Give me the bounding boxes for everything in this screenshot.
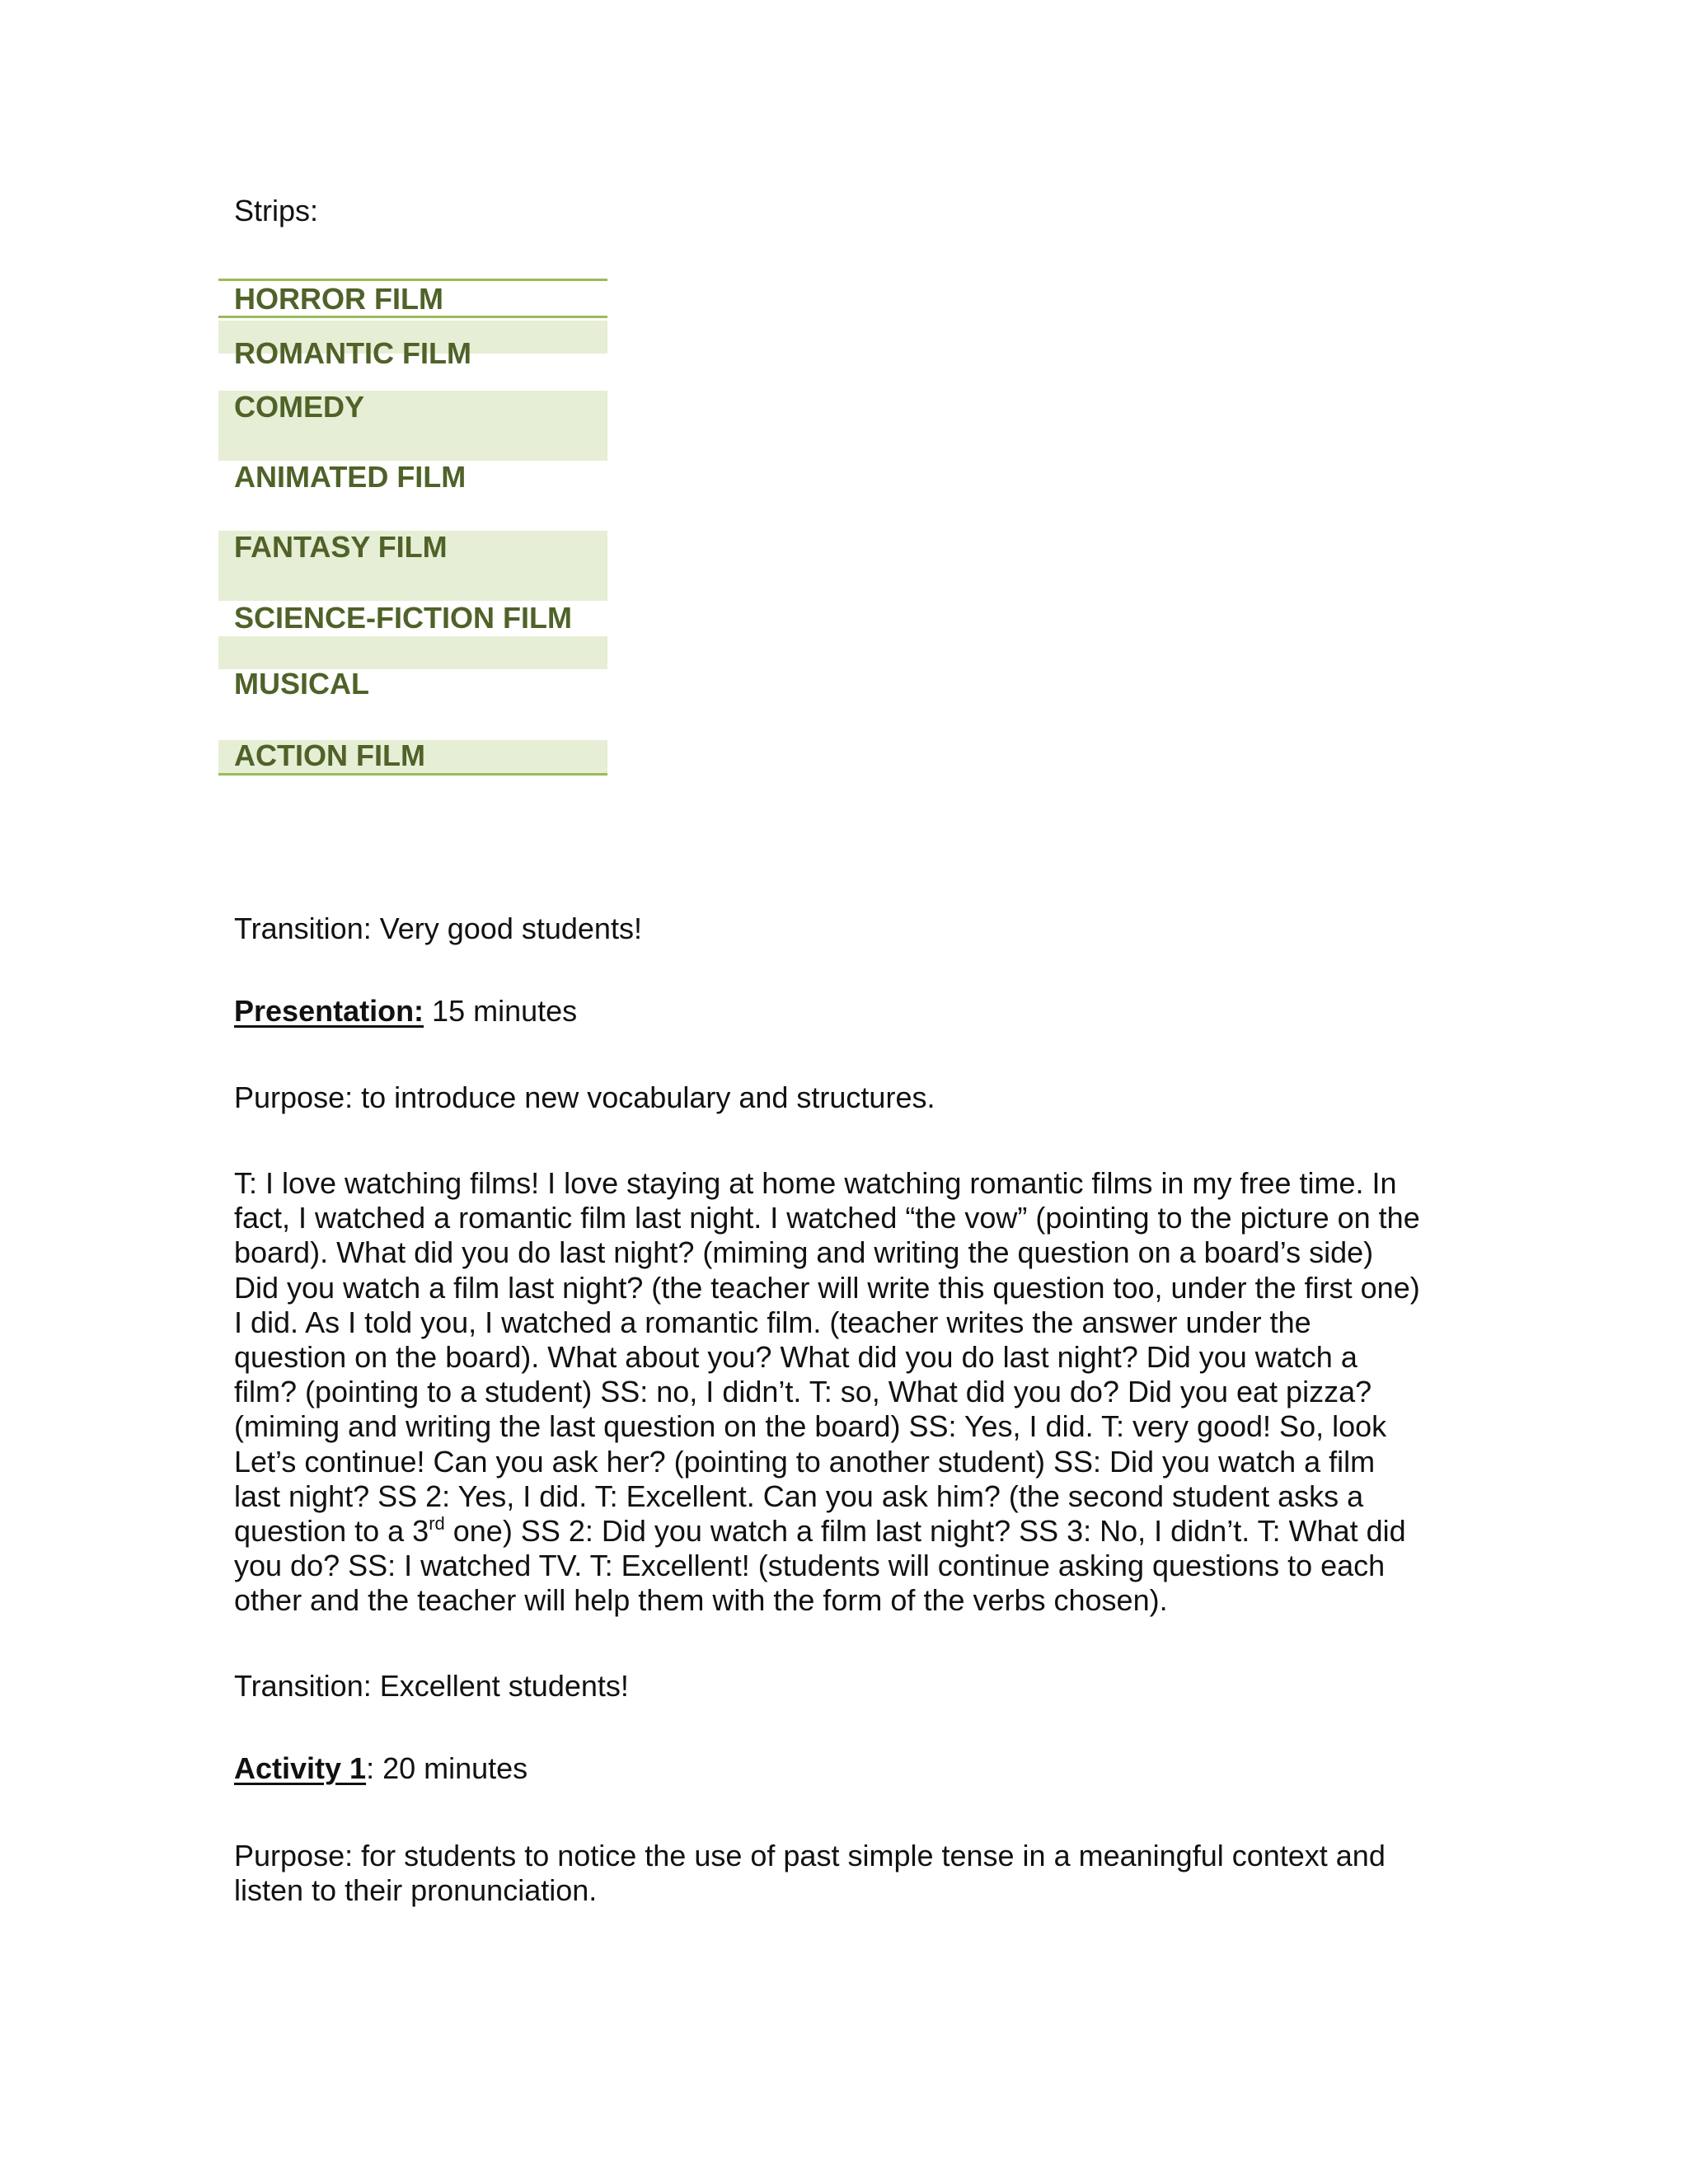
dialogue-paragraph bbox=[234, 1166, 1470, 1619]
activity1-purpose bbox=[234, 1839, 1470, 1908]
dialogue-line: board). What did you do last night? (miming and writing the question on a board’s side) bbox=[234, 1235, 1374, 1270]
strip-row bbox=[218, 336, 607, 391]
dialogue-line: other and the teacher will help them with the form of the verbs chosen). bbox=[234, 1583, 1168, 1618]
dialogue-line: I did. As I told you, I watched a romantic film. (teacher writes the answer under the bbox=[234, 1305, 1311, 1339]
transition-1: Transition: Very good students! bbox=[234, 912, 642, 945]
dialogue-line: film? (pointing to a student) SS: no, I didn’t. T: so, What did you do? Did you eat pizza? bbox=[234, 1375, 1372, 1409]
dialogue-line: (miming and writing the last question on the board) SS: Yes, I did. T: very good! So, look bbox=[234, 1409, 1387, 1444]
dialogue-line: question on the board). What about you? What did you do last night? Did you watch a bbox=[234, 1340, 1357, 1375]
strip-animated: ANIMATED FILM bbox=[234, 460, 467, 494]
dialogue-line: T: I love watching films! I love staying at home watching romantic films in my free time. In bbox=[234, 1166, 1397, 1200]
strip-row-shaded bbox=[218, 391, 607, 461]
strip-row bbox=[218, 461, 607, 531]
dialogue-text: one) SS 2: Did you watch a film last night? SS 3: No, I didn’t. T: What did bbox=[444, 1514, 1406, 1549]
strip-scifi: SCIENCE-FICTION FILM bbox=[234, 601, 572, 635]
strips-table bbox=[218, 279, 607, 776]
dialogue-line: fact, I watched a romantic film last night. I watched “the vow” (pointing to the picture on the bbox=[234, 1201, 1420, 1235]
strip-action: ACTION FILM bbox=[234, 738, 425, 772]
strip-row-shaded bbox=[218, 740, 607, 773]
dialogue-text: question to a 3 bbox=[234, 1514, 429, 1549]
strip-row bbox=[218, 281, 607, 316]
strip-row-shaded bbox=[218, 531, 607, 601]
strip-musical: MUSICAL bbox=[234, 667, 369, 701]
dialogue-line: Did you watch a film last night? (the teacher will write this question too, under the first one) bbox=[234, 1270, 1420, 1305]
dialogue-line: Let’s continue! Can you ask her? (pointing to another student) SS: Did you watch a film bbox=[234, 1444, 1376, 1479]
strip-row-shaded bbox=[218, 636, 607, 669]
dialogue-line bbox=[234, 1514, 1470, 1549]
dialogue-line: you do? SS: I watched TV. T: Excellent! (students will continue asking questions to each bbox=[234, 1549, 1386, 1583]
presentation-heading: Presentation: bbox=[234, 994, 424, 1028]
strips-label: Strips: bbox=[234, 194, 319, 227]
strip-row bbox=[218, 601, 607, 636]
activity1-purpose-line: Purpose: for students to notice the use of past simple tense in a meaningful context and bbox=[234, 1839, 1386, 1872]
presentation-purpose: Purpose: to introduce new vocabulary and structures. bbox=[234, 1080, 935, 1114]
activity1-purpose-line: listen to their pronunciation. bbox=[234, 1873, 598, 1907]
presentation-duration: 15 minutes bbox=[424, 994, 578, 1028]
dialogue-line: last night? SS 2: Yes, I did. T: Excellent. Can you ask him? (the second student asks a bbox=[234, 1479, 1364, 1513]
ordinal-superscript: rd bbox=[429, 1513, 445, 1535]
strip-fantasy: FANTASY FILM bbox=[234, 530, 448, 564]
activity1-heading: Activity 1 bbox=[234, 1751, 367, 1785]
row-shading bbox=[218, 636, 607, 669]
transition-2: Transition: Excellent students! bbox=[234, 1669, 629, 1703]
strip-comedy: COMEDY bbox=[234, 390, 365, 424]
activity1-line bbox=[234, 1751, 1470, 1786]
strip-romantic: ROMANTIC FILM bbox=[234, 336, 471, 370]
strip-row bbox=[218, 669, 607, 740]
presentation-line bbox=[234, 994, 1470, 1029]
activity1-duration: : 20 minutes bbox=[366, 1751, 528, 1785]
strip-horror: HORROR FILM bbox=[234, 282, 443, 316]
